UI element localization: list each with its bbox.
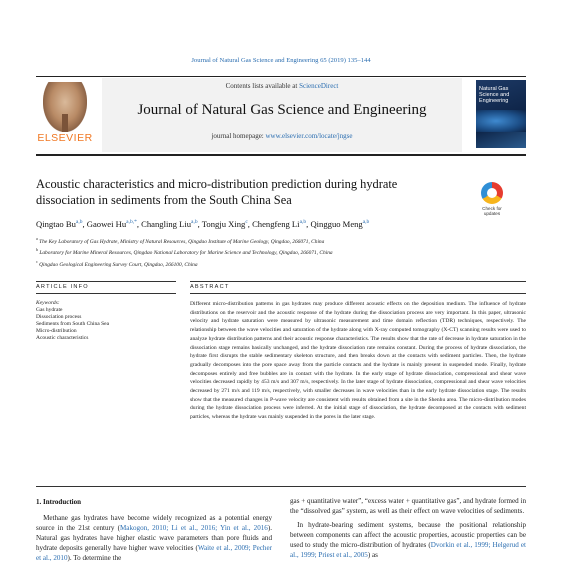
author-list: Qingtao Bu$^{a,b}$, Gaowei $Hu^{a,b,*}$, Changling Liu$^{a,b}$, Tongju Xing$^c$, Chengfeng Li$^{a,b}$, Qingguo Meng$^{a,b}$ (36, 219, 370, 229)
keyword: Micro-distribution (36, 327, 77, 334)
keywords-block (36, 300, 176, 341)
intro-heading: 1. Introduction (36, 498, 81, 506)
author[interactable]: Chengfeng Li$^{a,b}$ (252, 219, 307, 229)
abstract-text: Different micro-distribution patterns in gas hydrates may produce different acoustic effects on the deposition medium. The influence of hydrate distributions on the reservoir and the acoustic response of the hydrate during the dissociation process are very important. In this paper, ultrasonic velocity and hydrate saturation were measured by ultrasonic measurement and time domain reflection (TDR) techniques, respectively. The relationship between the wave velocities and saturation of the hydrate along with X-ray computed tomography (X-CT) scanning results were used to analyze hydrate distribution patterns and their acoustic response characteristics. The results show that the rate of decrease in hydrate saturation in the dissociation stage remains basically unchanged, and the hydrate dissociation rate remains constant. During the process of hydrate dissociation, the hydrate first disrupts the stable sedimentary skeleton structure, and then breaks down at the contacts with sediment particles. Then, the hydrate gradually decomposes into the pore space away from the particle contacts and the hydrate is mainly present in suspended mode. Finally, hydrate decomposes entirely and free bubbles are in contact with the hydrate. In the early stage of hydrate dissociation, compressional and shear wave velocities decreased rapidly by 453 m/s and 307 m/s, respectively. In the later stage of hydrate dissociation, compressional and shear wave velocities decreased by 271 m/s and 119 m/s, respectively, with smaller decreases in wave velocities than in the early hydrate dissociation stage. The results show that the measured changes in P-wave velocity are consistent with results obtained from a site in the Shenhu area. The micro-distribution modes during the hydrate dissociation process were inferred. At the initial stage of dissociation, the hydrate decomposed at the contacts with sediment particles, whereas the hydrate was mainly suspended in the pores in the later stage. (190, 301, 526, 421)
homepage-link[interactable]: www.elsevier.com/locate/jngse (265, 132, 353, 140)
contents-line: Contents lists available at ScienceDirect (225, 82, 339, 90)
keyword: Dissociation process (36, 313, 82, 320)
author[interactable]: Changling Liu$^{a,b}$ (141, 219, 198, 229)
keywords-label: Keywords: (36, 300, 60, 306)
homepage-line: journal homepage: www.elsevier.com/locate/jngse (211, 132, 353, 140)
keyword: Acoustic characteristics (36, 334, 89, 341)
affiliation: $^b$ Laboratory for Marine Mineral Resources, Qingdao National Laboratory for Marine Science and Technology, Qingdao, 266071, China (36, 247, 333, 257)
paragraph: In hydrate-bearing sediment systems, because the positional relationship between components can affect the acoustic properties, acoustic properties can be used to study the micro-distribution of hydrates (Dvorkin et al., 1999; Helgerud et al., 1999; Priest et al., 2005) as (290, 520, 527, 559)
masthead (36, 78, 526, 152)
affiliation: $^c$ Qingdao Geological Engineering Survey Court, Qingdao, 266100, China (36, 258, 198, 268)
journal-title: Journal of Natural Gas Science and Engineering (137, 102, 427, 118)
divider (36, 293, 176, 294)
publisher-name: ELSEVIER (37, 132, 93, 144)
divider (190, 293, 526, 294)
intro-left-column: Methane gas hydrates have become widely recognized as a potential energy source in the 21st century (Makogon, 2010; Li et al., 2016; Yin et al., 2016). Natural gas hydrates have higher elastic wave parameters than pore fluids and hydrate deposits generally have higher wave velocities (Waite et al., 2009; Pecher et al., 2010). To determine the (36, 514, 272, 562)
intro-right-column (290, 497, 526, 560)
paragraph: gas + quantitative water”, “excess water + quantitative gas”, and hydrate formed in the “dissolved gas” system, as well as their effect on wave velocities of sediments. (290, 497, 526, 515)
masthead-top-rule (36, 76, 526, 77)
masthead-bottom-rule (36, 154, 526, 156)
citation-link[interactable]: Dvorkin et al., 1999; Helgerud et al., 1999; Priest et al., 2005 (290, 540, 527, 559)
citation-link[interactable]: Makogon, 2010; Li et al., 2016; Yin et al., 2016 (120, 523, 268, 532)
cover-title: Natural Gas Science and Engineering (479, 86, 510, 104)
author[interactable]: Qingguo Meng$^{a,b}$ (310, 219, 370, 229)
abstract-label: ABSTRACT (190, 284, 230, 290)
citation-link[interactable]: Waite et al., 2009; Pecher et al., 2010 (36, 543, 272, 562)
masthead-center (102, 78, 462, 152)
author[interactable]: Tongju Xing$^c$ (201, 219, 248, 229)
affiliations (36, 235, 516, 269)
journal-cover[interactable] (476, 80, 526, 148)
sciencedirect-link[interactable]: ScienceDirect (299, 82, 339, 90)
author[interactable]: Qingtao Bu$^{a,b}$ (36, 219, 83, 229)
keyword: Sediments from South China Sea (36, 320, 110, 327)
check-updates-icon (481, 182, 503, 204)
article-title: Acoustic characteristics and micro-distribution prediction during hydrate dissociation in sediments from the South China Sea (36, 177, 398, 207)
affiliation: $^a$ The Key Laboratory of Gas Hydrate, Ministry of Natural Resources, Qingdao Institute of Marine Geology, Qingdao, 266071, China (36, 236, 325, 245)
divider (36, 281, 176, 282)
elsevier-logo (36, 80, 94, 148)
journal-reference[interactable]: Journal of Natural Gas Science and Engineering 65 (2019) 135–144 (191, 57, 371, 64)
article-info-label: ARTICLE INFO (36, 284, 89, 290)
author[interactable]: Gaowei $Hu^{a,b,*}$ (86, 219, 137, 229)
divider (36, 486, 526, 487)
divider (190, 281, 526, 282)
keyword: Gas hydrate (36, 306, 63, 313)
check-for-updates-badge[interactable]: Check for updates (478, 182, 506, 222)
